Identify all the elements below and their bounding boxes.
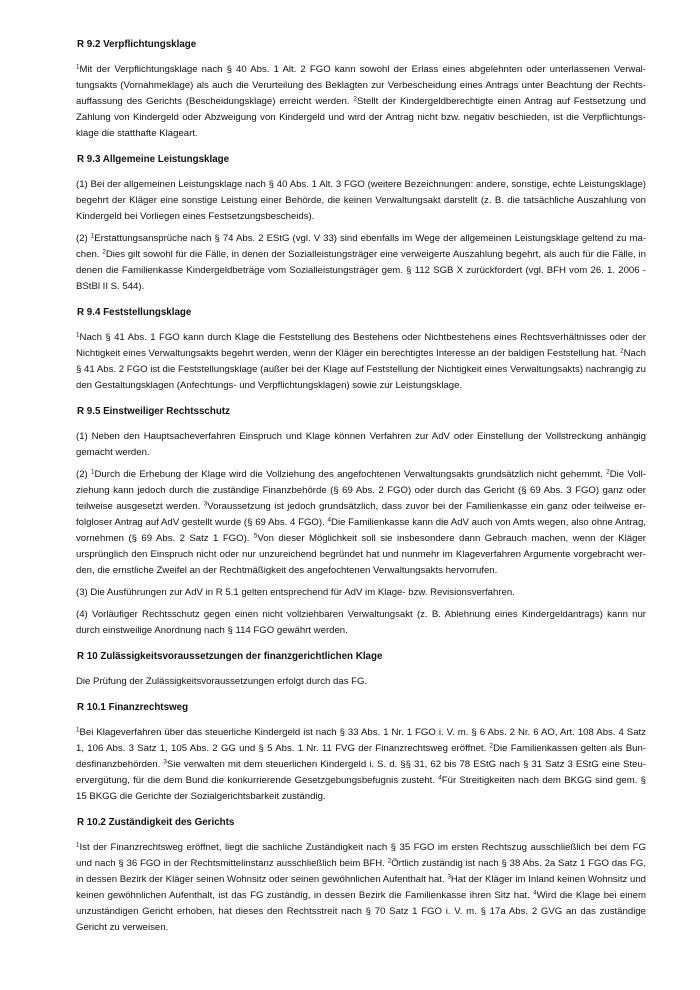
- paragraph: $^1$Mit der Verpflichtungsklage nach § 40 Abs. 1 Alt. 2 FGO kann sowohl der Erlass eines abgelehnten oder unterlassenen Verwaltungsakts (Vornahmeklage) als auch die Verurteilung des Beklagten zur Verbescheidung eines Antrags unter Beachtung der Rechtsauffassung des Gerichts (Bescheidungsklage) erreicht werden. $^2$Stellt der Kindergeldberechtigte einen Antrag auf Festsetzung und Zahlung von Kindergeld oder Abzweigung von Kindergeld und wird der Antrag nicht bzw. negativ beschieden, ist die Verpflichtungsklage die statthafte Klageart.: [76, 63, 646, 139]
- section: [76, 305, 646, 394]
- sentence-number: 2: [606, 468, 610, 476]
- sentence-number: 3: [163, 758, 167, 766]
- sentence-number: 2: [353, 95, 357, 103]
- sentence-number: 1: [90, 232, 95, 240]
- paragraph: $^1$Ist der Finanzrechtsweg eröffnet, liegt die sachliche Zuständigkeit nach § 35 FGO im ersten Rechtszug ausschließlich bei dem FG und nach § 36 FGO in der Rechtsmittelinstanz ausschließlich beim BFH. $^2$Örtlich zuständig ist nach § 38 Abs. 2a Satz 1 FGO das FG, in dessen Bezirk der Kläger seinen Wohnsitz oder seinen gewöhnlichen Aufenthalt hat. $^3$Hat der Kläger im Inland keinen Wohnsitz und keinen gewöhnlichen Aufenthalt, ist das FG zuständig, in dessen Bezirk die Familienkasse ihren Sitz hat. $^4$Wird die Klage bei einem unzuständigen Gericht erhoben, hat dieses den Rechtsstreit nach § 70 Satz 1 FGO i. V. m. § 17a Abs. 2 GVG an das zuständige Gericht zu verweisen.: [76, 841, 646, 933]
- document-body: [76, 37, 646, 936]
- sentence-number: 1: [76, 726, 80, 734]
- sentence-number: 1: [76, 841, 80, 849]
- sentence-number: 2: [620, 347, 624, 355]
- section-heading: R 9.4 Feststellungsklage: [77, 307, 192, 318]
- sentence-number: 4: [438, 774, 442, 782]
- section-heading: R 9.5 Einstweiliger Rechtsschutz: [77, 406, 230, 417]
- section-heading: R 10.2 Zuständigkeit des Gerichts: [77, 817, 235, 828]
- paragraph: (1) Neben den Hauptsacheverfahren Einspruch und Klage können Verfahren zur AdV oder Einstellung der Vollstreckung anhängig gemacht werden.: [76, 431, 646, 458]
- section: [76, 815, 646, 936]
- section: [76, 152, 646, 295]
- paragraph: $^1$Nach § 41 Abs. 1 FGO kann durch Klage die Feststellung des Bestehens oder Nichtbestehens eines Rechtsverhältnisses oder der Nichtigkeit eines Verwaltungsakts begehrt werden, wenn der Kläger ein berechtigtes Interesse an der baldigen Feststellung hat. $^2$Nach § 41 Abs. 2 FGO ist die Feststellungsklage (außer bei der Klage auf Feststellung der Nichtigkeit eines Verwaltungsakts) nachrangig zu den Gestaltungsklagen (Anfechtungs- und Verpflichtungsklagen) sowie zur Leistungsklage.: [76, 331, 646, 391]
- section: [76, 649, 646, 690]
- paragraph: (1) Bei der allgemeinen Leistungsklage nach § 40 Abs. 1 Alt. 3 FGO (weitere Bezeichnungen: andere, sonstige, echte Leistungsklage) begehrt der Kläger eine sonstige Leistung einer Behörde, die keinen Verwaltungsakt darstellt (z. B. die tatsächliche Auszahlung von Kindergeld bei Vorliegen eines Festsetzungsbescheids).: [76, 179, 646, 222]
- paragraph: (2) $^1$Durch die Erhebung der Klage wird die Vollziehung des angefochtenen Verwaltungsakts grundsätzlich nicht gehemmt. $^2$Die Vollziehung kann jedoch durch die zuständige Finanzbehörde (§ 69 Abs. 2 FGO) oder durch das Gericht (§ 69 Abs. 3 FGO) ganz oder teilweise ausgesetzt werden. $^3$Voraussetzung ist jedoch grundsätzlich, dass zuvor bei der Familienkasse ein ganz oder teilweise erfolgloser Antrag auf AdV gestellt wurde (§ 69 Abs. 4 FGO). $^4$Die Familienkasse kann die AdV auch von Amts wegen, also ohne Antrag, vornehmen (§ 69 Abs. 2 Satz 1 FGO). $^5$Von dieser Möglichkeit soll sie insbesondere dann Gebrauch machen, wenn der Kläger ursprünglich den Einspruch nicht oder nur unzureichend begründet hat und nunmehr im Klageverfahren Argumente vorgebracht werden, die ernstliche Zweifel an der Rechtmäßigkeit des angefochtenen Verwaltungsakts hervorrufen.: [76, 468, 647, 576]
- section-heading: R 9.3 Allgemeine Leistungsklage: [77, 154, 230, 165]
- sentence-number: 4: [327, 516, 332, 524]
- sentence-number: 2: [489, 742, 494, 750]
- paragraph: (3) Die Ausführungen zur AdV in R 5.1 gelten entsprechend für AdV im Klage- bzw. Revisionsverfahren.: [76, 587, 515, 598]
- section-heading: R 10.1 Finanzrechtsweg: [77, 702, 189, 713]
- section-heading: R 9.2 Verpflichtungsklage: [77, 39, 197, 50]
- section-heading: R 10 Zulässigkeitsvoraussetzungen der finanzgerichtlichen Klage: [77, 651, 383, 662]
- paragraph: (4) Vorläufiger Rechtsschutz gegen einen nicht vollziehbaren Verwaltungsakt (z. B. Ablehnung eines Kindergeldantrags) kann nur durch einstweilige Anordnung nach § 114 FGO gewährt werden.: [76, 609, 646, 636]
- sentence-number: 3: [447, 873, 451, 881]
- sentence-number: 1: [76, 331, 80, 339]
- sentence-number: 4: [533, 889, 537, 897]
- paragraph: Die Prüfung der Zulässigkeitsvoraussetzungen erfolgt durch das FG.: [76, 676, 368, 687]
- sentence-number: 1: [76, 63, 80, 71]
- section: [76, 37, 646, 142]
- sentence-number: 3: [203, 500, 208, 508]
- section: [76, 404, 646, 639]
- paragraph: (2) $^1$Erstattungsansprüche nach § 74 Abs. 2 EStG (vgl. V 33) sind ebenfalls im Wege der allgemeinen Leistungsklage geltend zu machen. $^2$Dies gilt sowohl für die Fälle, in denen der Sozialleistungsträger eine verweigerte Auszahlung begehrt, als auch für die Fälle, in denen die Familienkasse Kindergeldbeträge vom Sozialleistungsträger gem. § 112 SGB X zurückfordert (vgl. BFH vom 26. 1. 2006 - BStBl II S. 544).: [76, 232, 647, 292]
- sentence-number: 1: [90, 468, 95, 476]
- section: [76, 700, 646, 805]
- sentence-number: 2: [102, 248, 106, 256]
- paragraph: $^1$Bei Klageverfahren über das steuerliche Kindergeld ist nach § 33 Abs. 1 Nr. 1 FGO i. V. m. § 6 Abs. 2 Nr. 6 AO, Art. 108 Abs. 4 Satz 1, 106 Abs. 3 Satz 1, 105 Abs. 2 GG und § 5 Abs. 1 Nr. 11 FVG der Finanzrechtsweg eröffnet. $^2$Die Familienkassen gelten als Bundesfinanzbehörden. $^3$Sie verwalten mit dem steuerlichen Kindergeld i. S. d. §§ 31, 62 bis 78 EStG nach § 31 Satz 3 EStG eine Steuervergütung, für die dem Bund die konkurrierende Gesetzgebungsbefugnis zusteht. $^4$Für Streitigkeiten nach dem BKGG sind gem. § 15 BKGG die Gerichte der Sozialgerichtsbarkeit zuständig.: [76, 726, 646, 802]
- sentence-number: 2: [387, 857, 392, 865]
- sentence-number: 5: [253, 532, 258, 540]
